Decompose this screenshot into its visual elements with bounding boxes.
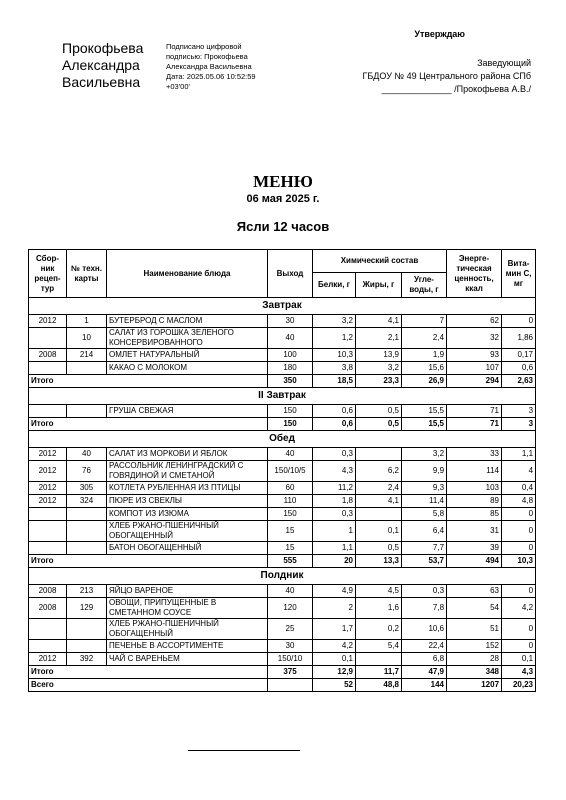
table-cell: 0,3 bbox=[313, 448, 356, 461]
table-cell: 0 bbox=[502, 640, 536, 653]
table-cell: ХЛЕБ РЖАНО-ПШЕНИЧНЫЙ ОБОГАЩЕННЫЙ bbox=[107, 521, 268, 542]
table-cell: 0,3 bbox=[402, 585, 447, 598]
table-cell: 15,6 bbox=[402, 362, 447, 375]
table-cell: 4,3 bbox=[313, 461, 356, 482]
table-cell: 0,1 bbox=[502, 653, 536, 666]
section-title: Завтрак bbox=[29, 298, 536, 315]
table-cell: 1,8 bbox=[313, 495, 356, 508]
table-cell: 2012 bbox=[29, 482, 67, 495]
total-cell: 52 bbox=[313, 679, 356, 692]
total-cell: 3 bbox=[502, 418, 536, 431]
table-cell: БАТОН ОБОГАЩЕННЫЙ bbox=[107, 542, 268, 555]
table-row bbox=[29, 598, 536, 619]
section-title: II Завтрак bbox=[29, 388, 536, 405]
total-cell: Итого bbox=[29, 418, 268, 431]
table-cell: 100 bbox=[268, 349, 313, 362]
table-cell: 114 bbox=[447, 461, 502, 482]
table-cell: 0,3 bbox=[313, 508, 356, 521]
table-cell: САЛАТ ИЗ МОРКОВИ И ЯБЛОК bbox=[107, 448, 268, 461]
table-cell: 107 bbox=[447, 362, 502, 375]
total-cell: 23,3 bbox=[356, 375, 402, 388]
table-cell: 0,5 bbox=[356, 542, 402, 555]
table-cell: 5,4 bbox=[356, 640, 402, 653]
table-cell: 7 bbox=[402, 315, 447, 328]
col-fat: Жиры, г bbox=[356, 273, 402, 298]
table-row bbox=[29, 521, 536, 542]
table-cell bbox=[29, 619, 67, 640]
table-cell: БУТЕРБРОД С МАСЛОМ bbox=[107, 315, 268, 328]
table-cell: 40 bbox=[268, 585, 313, 598]
signature-info-line: +03'00' bbox=[166, 82, 190, 91]
table-cell: ОВОЩИ, ПРИПУЩЕННЫЕ В СМЕТАННОМ СОУСЕ bbox=[107, 598, 268, 619]
table-cell: 1,2 bbox=[313, 328, 356, 349]
table-cell: 60 bbox=[268, 482, 313, 495]
col-chem: Химический состав bbox=[313, 250, 447, 273]
total-cell: 18,5 bbox=[313, 375, 356, 388]
total-cell: 375 bbox=[268, 666, 313, 679]
table-cell: 0 bbox=[502, 585, 536, 598]
table-cell: 0,17 bbox=[502, 349, 536, 362]
table-cell: 1,9 bbox=[402, 349, 447, 362]
table-cell: 22,4 bbox=[402, 640, 447, 653]
total-cell: 13,3 bbox=[356, 555, 402, 568]
table-cell: 152 bbox=[447, 640, 502, 653]
approval-label: Утверждаю bbox=[414, 29, 465, 39]
total-row bbox=[29, 555, 536, 568]
table-cell: 0,1 bbox=[356, 521, 402, 542]
table-cell: 4,2 bbox=[313, 640, 356, 653]
table-cell: ОМЛЕТ НАТУРАЛЬНЫЙ bbox=[107, 349, 268, 362]
total-cell: 555 bbox=[268, 555, 313, 568]
table-cell: 150 bbox=[268, 508, 313, 521]
signature-info-line: Подписано цифровой bbox=[166, 42, 242, 51]
table-row bbox=[29, 495, 536, 508]
table-cell: 10 bbox=[67, 328, 107, 349]
total-row bbox=[29, 679, 536, 692]
table-cell: 54 bbox=[447, 598, 502, 619]
table-cell: 63 bbox=[447, 585, 502, 598]
table-cell: 3,8 bbox=[313, 362, 356, 375]
total-cell: 10,3 bbox=[502, 555, 536, 568]
table-cell: 0,6 bbox=[502, 362, 536, 375]
signature-info-line: Дата: 2025.05.06 10:52:59 bbox=[166, 72, 256, 81]
table-cell: 129 bbox=[67, 598, 107, 619]
table-cell: 0,2 bbox=[356, 619, 402, 640]
table-cell: 9,3 bbox=[402, 482, 447, 495]
total-row bbox=[29, 418, 536, 431]
table-cell: 2008 bbox=[29, 585, 67, 598]
total-cell: 2,63 bbox=[502, 375, 536, 388]
table-cell: 4 bbox=[502, 461, 536, 482]
table-cell: 2 bbox=[313, 598, 356, 619]
total-row bbox=[29, 375, 536, 388]
table-cell: 2012 bbox=[29, 461, 67, 482]
col-energy: Энерге-тическая ценность, ккал bbox=[447, 250, 502, 298]
table-cell: 25 bbox=[268, 619, 313, 640]
table-cell: 0 bbox=[502, 508, 536, 521]
table-cell: 39 bbox=[447, 542, 502, 555]
table-cell: 2008 bbox=[29, 598, 67, 619]
section-header bbox=[29, 298, 536, 315]
col-vitamin: Вита-мин С, мг bbox=[502, 250, 536, 298]
table-cell: 1,1 bbox=[313, 542, 356, 555]
approval-block bbox=[363, 57, 531, 96]
table-cell: 7,7 bbox=[402, 542, 447, 555]
table-cell: 2,1 bbox=[356, 328, 402, 349]
table-cell: 89 bbox=[447, 495, 502, 508]
approval-sign: ______________ /Прокофьева А.В./ bbox=[381, 84, 531, 94]
table-cell: 2008 bbox=[29, 349, 67, 362]
signature-name-line: Александра bbox=[62, 57, 140, 73]
total-cell: 144 bbox=[402, 679, 447, 692]
table-cell: КАКАО С МОЛОКОМ bbox=[107, 362, 268, 375]
total-cell: Итого bbox=[29, 555, 268, 568]
table-cell bbox=[29, 508, 67, 521]
table-cell bbox=[29, 542, 67, 555]
table-cell bbox=[67, 362, 107, 375]
signature-line bbox=[188, 750, 300, 751]
col-carbs: Угле-воды, г bbox=[402, 273, 447, 298]
total-cell: 1207 bbox=[447, 679, 502, 692]
table-cell: 10,6 bbox=[402, 619, 447, 640]
section-title: Полдник bbox=[29, 568, 536, 585]
table-cell bbox=[67, 640, 107, 653]
table-cell: 0,4 bbox=[502, 482, 536, 495]
table-cell: 305 bbox=[67, 482, 107, 495]
table-cell bbox=[67, 619, 107, 640]
table-cell bbox=[67, 521, 107, 542]
section-title: Обед bbox=[29, 431, 536, 448]
table-cell: 40 bbox=[268, 328, 313, 349]
table-cell: 1,7 bbox=[313, 619, 356, 640]
page-title: МЕНЮ bbox=[253, 172, 313, 191]
table-cell: 40 bbox=[67, 448, 107, 461]
table-cell: 324 bbox=[67, 495, 107, 508]
table-cell bbox=[356, 448, 402, 461]
table-cell bbox=[356, 508, 402, 521]
table-cell: 4,5 bbox=[356, 585, 402, 598]
table-row bbox=[29, 362, 536, 375]
col-protein: Белки, г bbox=[313, 273, 356, 298]
table-cell bbox=[67, 542, 107, 555]
menu-subtitle: Ясли 12 часов bbox=[236, 219, 330, 234]
table-cell: 4,2 bbox=[502, 598, 536, 619]
table-cell: 2,4 bbox=[356, 482, 402, 495]
table-row bbox=[29, 585, 536, 598]
table-cell: 9,9 bbox=[402, 461, 447, 482]
table-cell: 15 bbox=[268, 521, 313, 542]
table-cell: 0,6 bbox=[313, 405, 356, 418]
total-cell: 20,23 bbox=[502, 679, 536, 692]
table-cell: 10,3 bbox=[313, 349, 356, 362]
table-cell: 0 bbox=[502, 542, 536, 555]
menu-date: 06 мая 2025 г. bbox=[246, 193, 320, 205]
col-dish: Наименование блюда bbox=[107, 250, 268, 298]
table-cell: САЛАТ ИЗ ГОРОШКА ЗЕЛЕНОГО КОНСЕРВИРОВАННОГО bbox=[107, 328, 268, 349]
table-cell: 3,2 bbox=[356, 362, 402, 375]
menu-table bbox=[28, 249, 536, 692]
table-cell: 0 bbox=[502, 315, 536, 328]
table-cell: 32 bbox=[447, 328, 502, 349]
table-cell: 13,9 bbox=[356, 349, 402, 362]
table-cell: ЧАЙ С ВАРЕНЬЕМ bbox=[107, 653, 268, 666]
table-row bbox=[29, 349, 536, 362]
total-cell: Итого bbox=[29, 666, 268, 679]
signature-name-line: Васильевна bbox=[62, 74, 141, 90]
table-cell bbox=[29, 362, 67, 375]
total-cell: 20 bbox=[313, 555, 356, 568]
table-row bbox=[29, 328, 536, 349]
table-cell: 392 bbox=[67, 653, 107, 666]
table-cell: ПЕЧЕНЬЕ В АССОРТИМЕНТЕ bbox=[107, 640, 268, 653]
total-cell: 71 bbox=[447, 418, 502, 431]
table-cell: 1,86 bbox=[502, 328, 536, 349]
total-cell: Итого bbox=[29, 375, 268, 388]
table-cell: 1,1 bbox=[502, 448, 536, 461]
table-row bbox=[29, 619, 536, 640]
col-recipe: Сбор-ник рецеп-тур bbox=[29, 250, 67, 298]
table-cell: КОМПОТ ИЗ ИЗЮМА bbox=[107, 508, 268, 521]
table-cell bbox=[67, 405, 107, 418]
col-card: № техн. карты bbox=[67, 250, 107, 298]
section-header bbox=[29, 388, 536, 405]
table-cell: 11,4 bbox=[402, 495, 447, 508]
total-cell: 494 bbox=[447, 555, 502, 568]
table-cell: 6,2 bbox=[356, 461, 402, 482]
total-cell: 48,8 bbox=[356, 679, 402, 692]
table-row bbox=[29, 653, 536, 666]
total-cell: 26,9 bbox=[402, 375, 447, 388]
total-cell: 11,7 bbox=[356, 666, 402, 679]
table-cell: 2012 bbox=[29, 315, 67, 328]
table-cell: 0,5 bbox=[356, 405, 402, 418]
table-cell bbox=[29, 640, 67, 653]
table-cell: 33 bbox=[447, 448, 502, 461]
table-cell: 71 bbox=[447, 405, 502, 418]
total-cell: 15,5 bbox=[402, 418, 447, 431]
total-cell: 348 bbox=[447, 666, 502, 679]
table-cell: 3,2 bbox=[313, 315, 356, 328]
table-cell: 62 bbox=[447, 315, 502, 328]
table-cell bbox=[29, 405, 67, 418]
table-cell: КОТЛЕТА РУБЛЕННАЯ ИЗ ПТИЦЫ bbox=[107, 482, 268, 495]
table-cell: 4,1 bbox=[356, 495, 402, 508]
total-cell: 0,5 bbox=[356, 418, 402, 431]
table-cell: 6,8 bbox=[402, 653, 447, 666]
table-cell: 28 bbox=[447, 653, 502, 666]
table-cell: 7,8 bbox=[402, 598, 447, 619]
section-header bbox=[29, 568, 536, 585]
table-cell: 213 bbox=[67, 585, 107, 598]
section-header bbox=[29, 431, 536, 448]
total-cell: 0,6 bbox=[313, 418, 356, 431]
table-row bbox=[29, 482, 536, 495]
col-yield: Выход bbox=[268, 250, 313, 298]
total-cell: 294 bbox=[447, 375, 502, 388]
total-cell: 150 bbox=[268, 418, 313, 431]
table-cell bbox=[29, 521, 67, 542]
table-cell: 76 bbox=[67, 461, 107, 482]
table-cell: 214 bbox=[67, 349, 107, 362]
table-cell: 31 bbox=[447, 521, 502, 542]
table-cell: 51 bbox=[447, 619, 502, 640]
table-row bbox=[29, 461, 536, 482]
table-cell: ГРУША СВЕЖАЯ bbox=[107, 405, 268, 418]
total-row bbox=[29, 666, 536, 679]
approval-position: Заведующий bbox=[477, 58, 531, 68]
table-cell: ЯЙЦО ВАРЕНОЕ bbox=[107, 585, 268, 598]
table-cell: 150 bbox=[268, 405, 313, 418]
table-cell bbox=[29, 328, 67, 349]
table-cell: 0 bbox=[502, 619, 536, 640]
total-cell: 350 bbox=[268, 375, 313, 388]
total-cell: Всего bbox=[29, 679, 268, 692]
table-cell bbox=[356, 653, 402, 666]
table-cell: 3,2 bbox=[402, 448, 447, 461]
table-cell: 4,1 bbox=[356, 315, 402, 328]
table-cell: РАССОЛЬНИК ЛЕНИНГРАДСКИЙ С ГОВЯДИНОЙ И СМЕТАНОЙ bbox=[107, 461, 268, 482]
table-cell: 2,4 bbox=[402, 328, 447, 349]
table-cell: 3 bbox=[502, 405, 536, 418]
table-row bbox=[29, 640, 536, 653]
total-cell: 47,9 bbox=[402, 666, 447, 679]
table-cell: 4,9 bbox=[313, 585, 356, 598]
table-cell: 93 bbox=[447, 349, 502, 362]
signature-info-line: Александра Васильевна bbox=[166, 62, 252, 71]
table-row bbox=[29, 542, 536, 555]
table-cell: ХЛЕБ РЖАНО-ПШЕНИЧНЫЙ ОБОГАЩЕННЫЙ bbox=[107, 619, 268, 640]
table-cell bbox=[67, 508, 107, 521]
table-cell: 4,8 bbox=[502, 495, 536, 508]
total-cell bbox=[268, 679, 313, 692]
signature-name bbox=[62, 40, 143, 91]
table-cell: 150/10/5 bbox=[268, 461, 313, 482]
table-row bbox=[29, 508, 536, 521]
signature-info-line: подписью: Прокофьева bbox=[166, 52, 248, 61]
table-cell: 103 bbox=[447, 482, 502, 495]
table-cell: ПЮРЕ ИЗ СВЕКЛЫ bbox=[107, 495, 268, 508]
total-cell: 4,3 bbox=[502, 666, 536, 679]
table-row bbox=[29, 405, 536, 418]
table-row bbox=[29, 315, 536, 328]
approval-org: ГБДОУ № 49 Центрального района СПб bbox=[362, 71, 531, 81]
table-cell: 30 bbox=[268, 315, 313, 328]
table-cell: 6,4 bbox=[402, 521, 447, 542]
table-cell: 2012 bbox=[29, 653, 67, 666]
table-cell: 1 bbox=[67, 315, 107, 328]
table-cell: 15,5 bbox=[402, 405, 447, 418]
table-cell: 40 bbox=[268, 448, 313, 461]
menu-body bbox=[29, 298, 536, 692]
table-cell: 1,6 bbox=[356, 598, 402, 619]
table-cell: 2012 bbox=[29, 495, 67, 508]
table-cell: 15 bbox=[268, 542, 313, 555]
table-cell: 180 bbox=[268, 362, 313, 375]
table-cell: 85 bbox=[447, 508, 502, 521]
table-cell: 120 bbox=[268, 598, 313, 619]
table-cell: 110 bbox=[268, 495, 313, 508]
table-cell: 5,8 bbox=[402, 508, 447, 521]
table-row bbox=[29, 448, 536, 461]
signature-info bbox=[166, 42, 256, 92]
total-cell: 53,7 bbox=[402, 555, 447, 568]
table-cell: 2012 bbox=[29, 448, 67, 461]
total-cell: 12,9 bbox=[313, 666, 356, 679]
table-cell: 150/10 bbox=[268, 653, 313, 666]
table-cell: 0 bbox=[502, 521, 536, 542]
table-cell: 0,1 bbox=[313, 653, 356, 666]
table-cell: 1 bbox=[313, 521, 356, 542]
table-cell: 11,2 bbox=[313, 482, 356, 495]
signature-name-line: Прокофьева bbox=[62, 40, 144, 56]
table-cell: 30 bbox=[268, 640, 313, 653]
